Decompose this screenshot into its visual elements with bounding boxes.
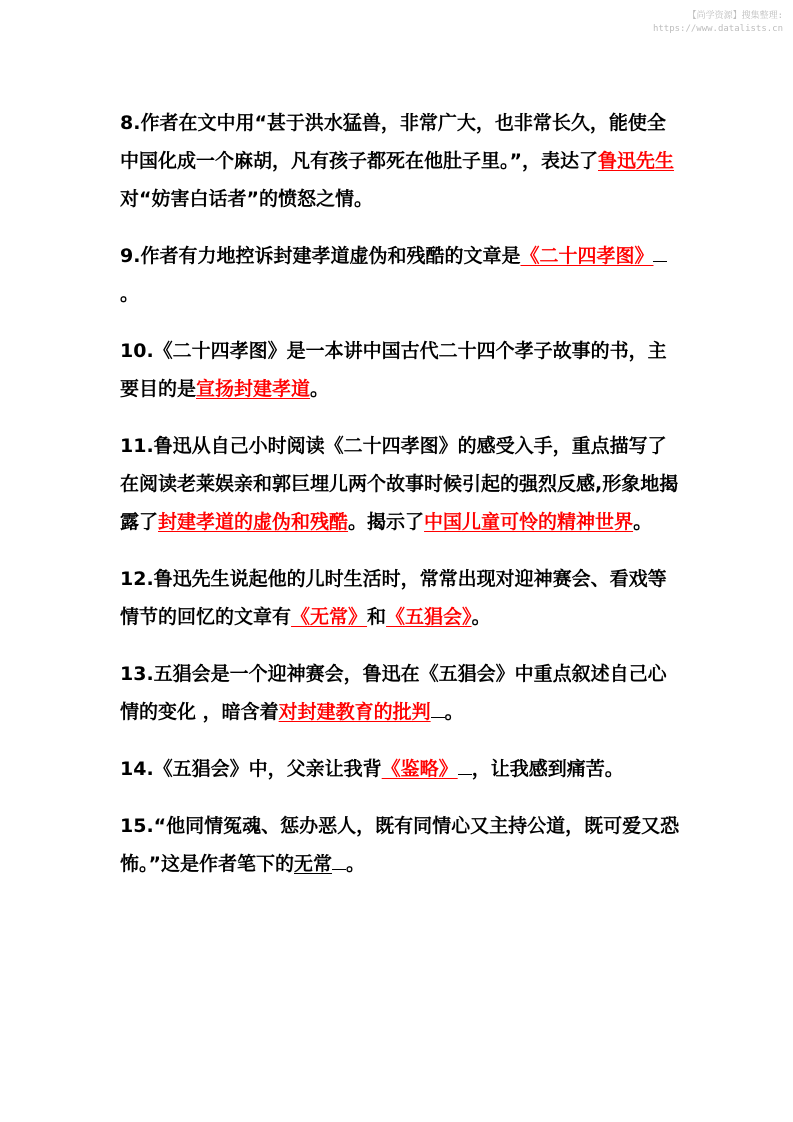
question-item bbox=[120, 750, 680, 788]
answer-blank: 《无常》 bbox=[291, 606, 368, 628]
question-item bbox=[120, 655, 680, 731]
question-text: 8.作者在文中用“甚于洪水猛兽，非常广大，也非常长久，能使全中国化成一个麻胡，凡有孩子都死在他肚子里。”，表达了 bbox=[120, 112, 666, 172]
question-text-end: 。 bbox=[346, 853, 366, 875]
question-item bbox=[120, 807, 680, 883]
question-text-end: 。 bbox=[444, 701, 464, 723]
question-text-end: 。 bbox=[120, 283, 140, 305]
question-text: 14.《五猖会》中，父亲让我背 bbox=[120, 758, 382, 780]
question-text-end: 对“妨害白话者”的愤怒之情。 bbox=[120, 188, 373, 210]
answer-blank: 《鉴略》 bbox=[381, 758, 458, 780]
underline-gap bbox=[431, 716, 445, 718]
question-text-end: 。 bbox=[310, 378, 330, 400]
answer-blank: 《二十四孝图》 bbox=[520, 245, 654, 267]
answer-blank-2: 中国儿童可怜的精神世界 bbox=[424, 511, 634, 533]
question-item bbox=[120, 237, 680, 313]
underline-gap bbox=[653, 260, 667, 262]
question-text-end: 。 bbox=[471, 606, 491, 628]
question-text: 11.鲁迅从自己小时阅读《二十四孝图》的感受入手，重点描写了在阅读老莱娱亲和郭巨埋儿两个故事时候引起的强烈反感,形象地揭露了 bbox=[120, 435, 679, 533]
question-text-mid: 和 bbox=[367, 606, 387, 628]
watermark-title: 【尚学资源】搜集整理: bbox=[687, 11, 783, 21]
question-text: 15.“他同情冤魂、惩办恶人，既有同情心又主持公道，既可爱又恐怖。”这是作者笔下的 bbox=[120, 815, 680, 875]
question-text: 12.鲁迅先生说起他的儿时生活时，常常出现对迎神赛会、看戏等情节的回忆的文章有 bbox=[120, 568, 667, 628]
underline-gap bbox=[458, 773, 472, 775]
watermark bbox=[653, 10, 783, 36]
question-text-end: 。 bbox=[633, 511, 653, 533]
question-text: 10.《二十四孝图》是一本讲中国古代二十四个孝子故事的书，主要目的是 bbox=[120, 340, 667, 400]
question-text-end: ，让我感到痛苦。 bbox=[471, 758, 624, 780]
question-item bbox=[120, 332, 680, 408]
answer-blank: 宣扬封建孝道 bbox=[196, 378, 311, 400]
question-text-mid: 。揭示了 bbox=[348, 511, 425, 533]
question-text: 13.五猖会是一个迎神赛会，鲁迅在《五猖会》中重点叙述自己心情的变化 ，暗含着 bbox=[120, 663, 667, 723]
question-text: 9.作者有力地控诉封建孝道虚伪和残酷的文章是 bbox=[120, 245, 521, 267]
question-list bbox=[120, 104, 680, 898]
underline-gap bbox=[332, 868, 346, 870]
answer-blank: 封建孝道的虚伪和残酷 bbox=[158, 511, 349, 533]
answer-blank: 对封建教育的批判 bbox=[278, 701, 431, 723]
question-item bbox=[120, 560, 680, 636]
question-item bbox=[120, 427, 680, 541]
answer-blank: 无常 bbox=[294, 853, 333, 875]
answer-blank-2: 《五猖会》 bbox=[386, 606, 472, 628]
answer-blank: 鲁迅先生 bbox=[598, 150, 675, 172]
question-item bbox=[120, 104, 680, 218]
watermark-url: https://www.datalists.cn bbox=[652, 24, 783, 34]
